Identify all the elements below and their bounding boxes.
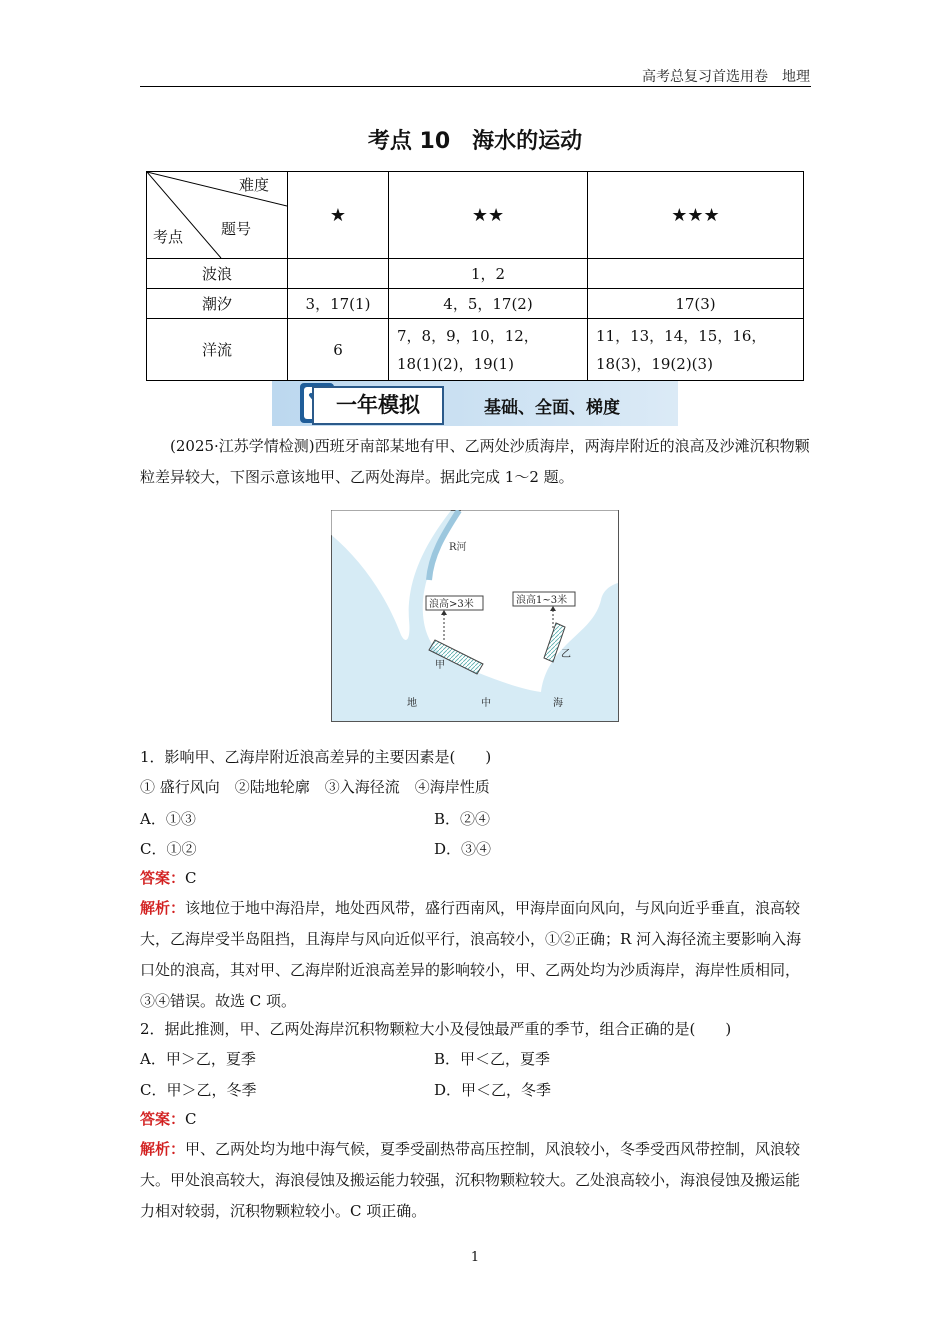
row-topic: 洋流 [147,319,288,381]
corner-difficulty: 难度 [239,176,270,194]
banner-label: 一年模拟 [312,386,444,425]
level-2-header: ★★ [389,172,588,259]
level-1-header: ★ [288,172,389,259]
analysis-label: 解析： [140,1140,186,1158]
table-row [147,319,804,381]
table-row [147,259,804,289]
banner-subtitle: 基础、全面、梯度 [484,398,620,418]
sea-label-3: 海 [553,698,563,709]
row-cell: 6 [288,319,389,381]
row-cell: 3，17(1) [288,289,389,319]
wave-label-a: 浪高>3米 [429,599,474,610]
q2-option-c: C．甲＞乙，冬季 [140,1081,257,1099]
sea-label-2: 中 [481,698,491,709]
row-cell [288,259,389,289]
q2-option-b: B．甲＜乙，夏季 [434,1050,551,1068]
level-3-header: ★★★ [588,172,804,259]
answer-label: 答案： [140,869,186,887]
q2-stem: 2．据此推测，甲、乙两处海岸沉积物颗粒大小及侵蚀最严重的季节，组合正确的是( ) [140,1020,732,1038]
wave-label-b: 浪高1~3米 [516,595,568,606]
answer-value: C [185,1110,197,1128]
q2-option-a: A．甲＞乙，夏季 [140,1050,256,1068]
section-title: 考点 10 海水的运动 [367,129,583,154]
site-a-label: 甲 [435,660,445,671]
row-cell: 11，13，14，15，16，18(3)，19(2)(3) [588,319,804,381]
site-b-label: 乙 [561,649,571,660]
analysis-text: 甲、乙两处均为地中海气候，夏季受副热带高压控制，风浪较小，冬季受西风带控制，风浪较大。甲处浪高较大，海浪侵蚀及搬运能力较强，沉积物颗粒较大。乙处浪高较小，海浪侵蚀及搬运能力相对较弱，沉积物颗粒较小。C 项正确。 [140,1140,801,1220]
page-header: 高考总复习首选用卷 地理 [642,69,810,85]
q2-analysis [140,1134,811,1227]
section-banner [272,381,678,426]
analysis-label: 解析： [140,899,186,917]
page-number: 1 [470,1250,480,1265]
q1-factors: ① 盛行风向 ②陆地轮廓 ③入海径流 ④海岸性质 [140,778,490,796]
q1-analysis [140,893,811,1017]
q1-answer [140,863,811,894]
row-cell [588,259,804,289]
table-row [147,289,804,319]
q1-option-a: A．①③ [140,810,196,828]
analysis-text: 该地位于地中海沿岸，地处西风带，盛行西南风，甲海岸面向风向，与风向近乎垂直，浪高较大，乙海岸受半岛阻挡，且海岸与风向近似平行，浪高较小，①②正确；R 河入海径流主要影响入海口处的浪高，其对甲、乙海岸附近浪高差异的影响较小，甲、乙两处均为沙质海岸，海岸性质相同，③④错误。故选 C 项。 [140,899,802,1010]
q2-option-d: D．甲＜乙，冬季 [434,1081,552,1099]
row-topic: 波浪 [147,259,288,289]
sea-label-1: 地 [407,698,417,709]
corner-question-no: 题号 [221,220,252,238]
q1-option-d: D．③④ [434,840,492,858]
coast-map [331,510,619,722]
q1-option-b: B．②④ [434,810,491,828]
q2-answer [140,1104,811,1135]
answer-label: 答案： [140,1110,186,1128]
corner-topic: 考点 [153,228,184,246]
row-cell: 1，2 [389,259,588,289]
answer-value: C [185,869,197,887]
table-corner-cell [147,172,288,259]
intro-paragraph: (2025·江苏学情检测)西班牙南部某地有甲、乙两处沙质海岸，两海岸附近的浪高及沙滩沉积物颗粒差异较大，下图示意该地甲、乙两处海岸。据此完成 1～2 题。 [140,437,810,486]
row-cell: 7，8，9，10，12，18(1)(2)，19(1) [389,319,588,381]
river-label: R河 [449,542,467,553]
row-cell: 4，5，17(2) [389,289,588,319]
q1-option-c: C．①② [140,840,197,858]
difficulty-table [146,171,804,381]
row-cell: 17(3) [588,289,804,319]
row-topic: 潮汐 [147,289,288,319]
header-rule [140,86,811,87]
q1-stem: 1．影响甲、乙海岸附近浪高差异的主要因素是( ) [140,748,492,766]
